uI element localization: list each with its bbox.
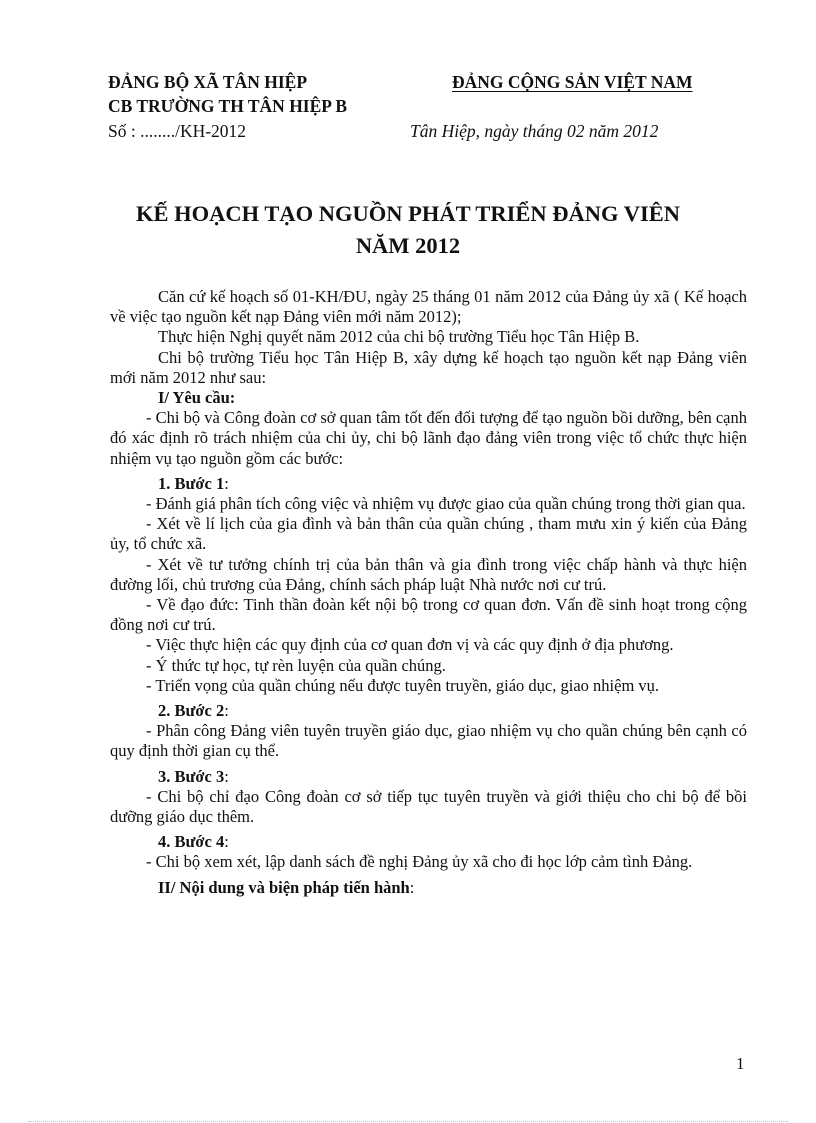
paragraph-implementation: Thực hiện Nghị quyết năm 2012 của chi bộ trường Tiểu học Tân Hiệp B. [158, 327, 640, 347]
step-1-item: - Về đạo đức: Tinh thần đoàn kết nội bộ trong cơ quan đơn. Vấn đề sinh hoạt trong cộng đồng nơi cư trú. [110, 595, 747, 635]
section-1-paragraph: - Chi bộ và Công đoàn cơ sở quan tâm tốt đến đối tượng để tạo nguồn bồi dưỡng, bên cạnh đó xác định rõ trách nhiệm của chi ủy, chi bộ lãnh đạo đảng viên trong việc tổ chức thực hiện nhiệm vụ tạo nguồn gồm các bước: [110, 408, 747, 468]
doc-title-line-2: NĂM 2012 [355, 233, 461, 258]
step-4-colon: : [224, 832, 229, 852]
step-1-item: - Việc thực hiện các quy định của cơ quan đơn vị và các quy định ở địa phương. [146, 635, 674, 655]
document-body [110, 287, 747, 898]
page-number: 1 [736, 1054, 745, 1073]
place-date: Tân Hiệp, ngày tháng 02 năm 2012 [410, 121, 659, 141]
step-2-label: 2. Bước 2 [158, 701, 225, 721]
step-4-heading [110, 832, 747, 852]
step-4-label: 4. Bước 4 [158, 832, 225, 852]
step-1-label: 1. Bước 1 [158, 473, 225, 493]
step-1-item: - Ý thức tự học, tự rèn luyện của quần chúng. [146, 655, 446, 675]
org-line-1: ĐẢNG BỘ XÃ TÂN HIỆP [108, 72, 308, 92]
step-1-colon: : [224, 473, 229, 493]
step-3-label: 3. Bước 3 [158, 766, 225, 786]
step-1-item: - Xét về lí lịch của gia đình và bản thân của quần chúng , tham mưu xin ý kiến của Đảng ủy, tổ chức xã. [110, 514, 747, 554]
step-3-item: - Chi bộ chỉ đạo Công đoàn cơ sở tiếp tục tuyên truyền và giới thiệu cho chi bộ để bồi dưỡng giáo dục thêm. [110, 786, 747, 827]
step-1-item: - Đánh giá phân tích công việc và nhiệm vụ được giao của quần chúng trong thời gian qua. [146, 494, 746, 514]
step-2-item: - Phân công Đảng viên tuyên truyền giáo dục, giao nhiệm vụ cho quần chúng bên cạnh có quy định thời gian cụ thể. [110, 721, 747, 761]
paragraph-intro: Chi bộ trường Tiểu học Tân Hiệp B, xây dựng kế hoạch tạo nguồn kết nạp Đảng viên mới năm 2012 như sau: [110, 347, 747, 387]
section-1-heading: I/ Yêu cầu: [158, 388, 236, 408]
party-name: ĐẢNG CỘNG SẢN VIỆT NAM [452, 72, 693, 92]
step-1-item: - Triển vọng của quần chúng nếu được tuyên truyền, giáo dục, giao nhiệm vụ. [146, 675, 660, 695]
step-2-heading [110, 701, 747, 721]
org-line-2: CB TRƯỜNG TH TÂN HIỆP B [108, 96, 348, 116]
doc-number: Số : ......../KH-2012 [108, 121, 247, 141]
step-3-heading [110, 767, 747, 787]
section-2-label: II/ Nội dung và biện pháp tiến hành [158, 877, 410, 897]
step-1-heading [110, 474, 747, 494]
paragraph-basis: Căn cứ kế hoạch số 01-KH/ĐU, ngày 25 tháng 01 năm 2012 của Đảng ủy xã ( Kế hoạch về việc tạo nguồn kết nạp Đảng viên mới năm 2012); [110, 287, 747, 327]
doc-title-line-1: KẾ HOẠCH TẠO NGUỒN PHÁT TRIỂN ĐẢNG VIÊN [135, 201, 681, 226]
section-2-colon: : [409, 877, 415, 897]
step-2-colon: : [224, 701, 229, 721]
step-3-colon: : [224, 766, 229, 786]
step-4-item: - Chi bộ xem xét, lập danh sách đề nghị Đảng ủy xã cho đi học lớp cảm tình Đảng. [146, 852, 693, 872]
step-1-item: - Xét về tư tưởng chính trị của bản thân và gia đình trong việc chấp hành và thực hiện đường lối, chủ trương của Đảng, chính sách pháp luật Nhà nước nơi cư trú. [110, 554, 747, 594]
section-2-heading [110, 878, 747, 898]
